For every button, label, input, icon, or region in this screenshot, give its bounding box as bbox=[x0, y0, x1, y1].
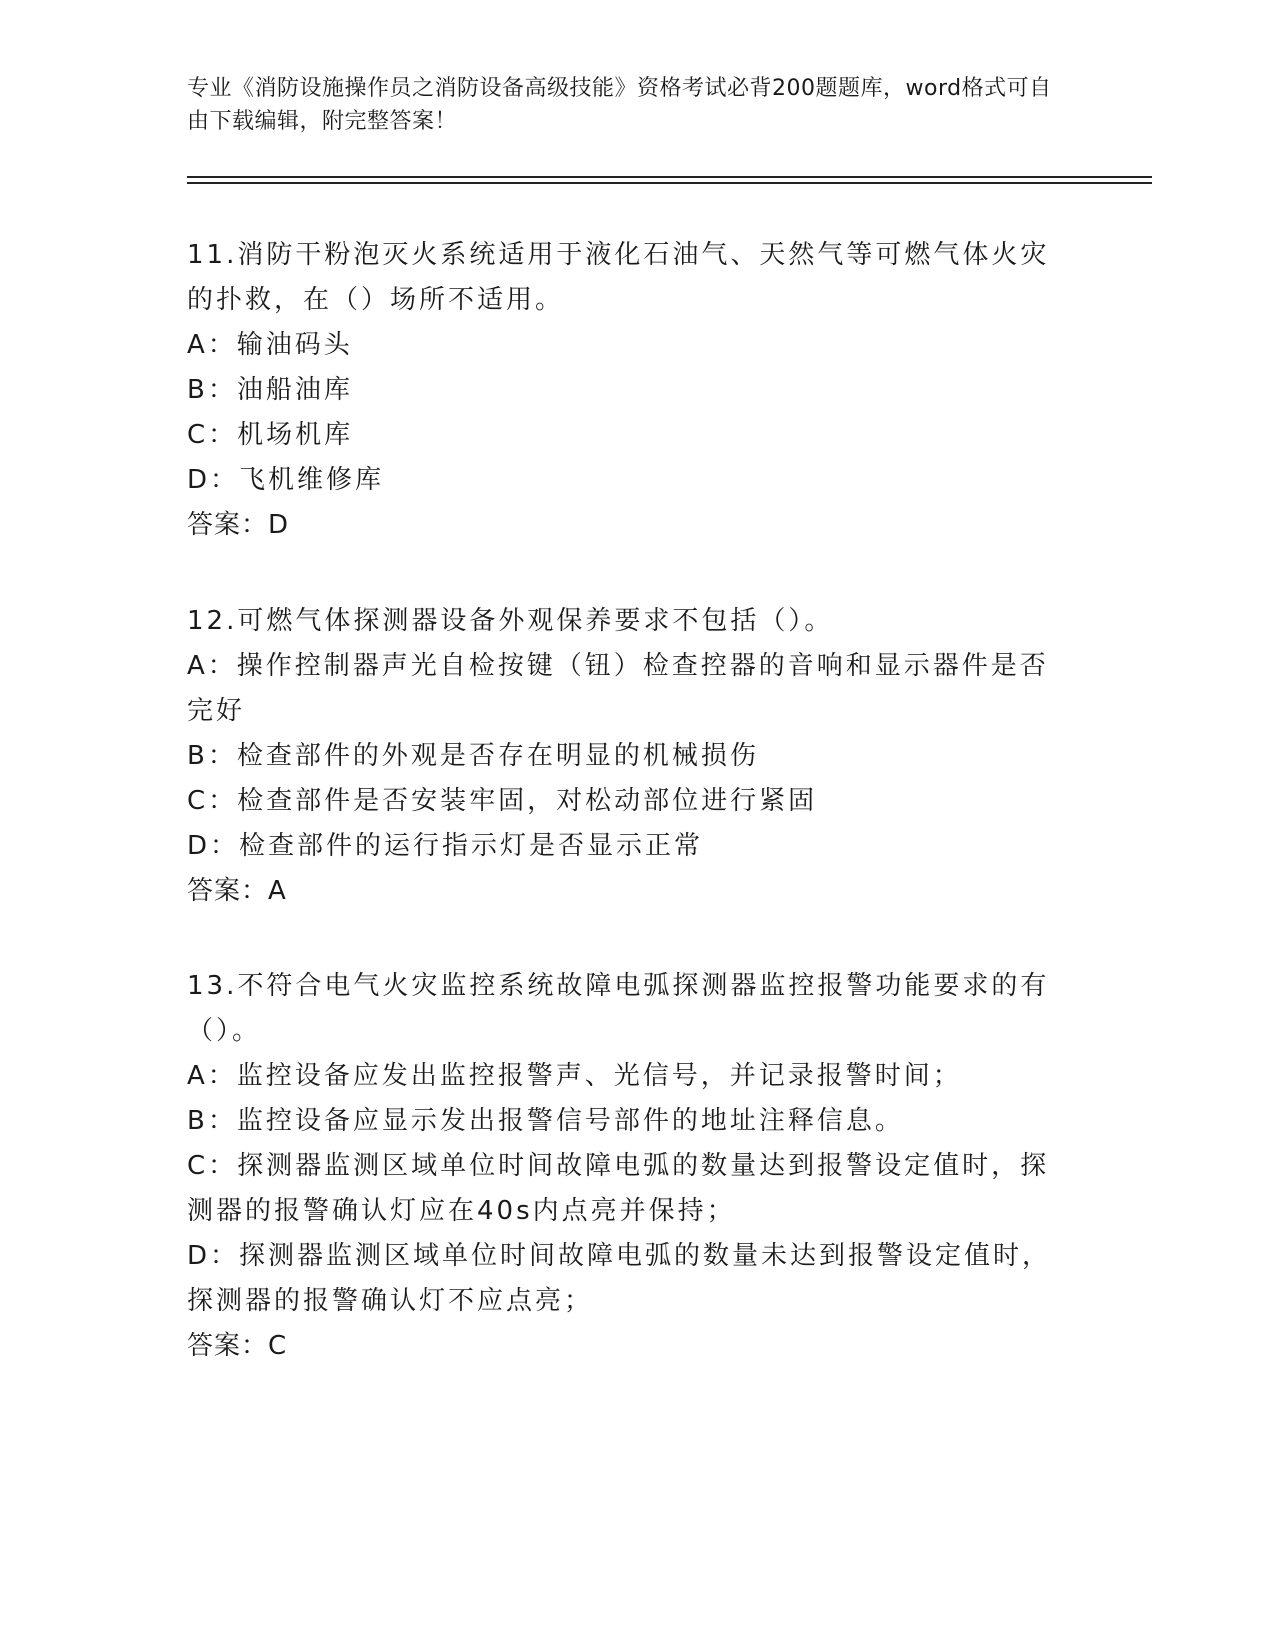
option-a: A：输油码头 bbox=[187, 330, 353, 360]
question-stem: 12.可燃气体探测器设备外观保养要求不包括（）。 bbox=[187, 606, 834, 636]
option-a: A：监控设备应发出监控报警声、光信号，并记录报警时间； bbox=[187, 1061, 962, 1091]
question-13 bbox=[187, 964, 1077, 1369]
question-11 bbox=[187, 233, 1077, 548]
option-d: D：探测器监测区域单位时间故障电弧的数量未达到报警设定值时，探测器的报警确认灯不应点亮； bbox=[187, 1241, 1052, 1316]
option-d: D：检查部件的运行指示灯是否显示正常 bbox=[187, 831, 704, 861]
header-divider-top bbox=[187, 176, 1152, 178]
option-d: D：飞机维修库 bbox=[187, 465, 385, 495]
document-intro: 专业《消防设施操作员之消防设备高级技能》资格考试必背200题题库，word格式可自由下载编辑，附完整答案！ bbox=[187, 76, 1052, 134]
option-a: A：操作控制器声光自检按键（钮）检查控器的音响和显示器件是否完好 bbox=[187, 651, 1049, 726]
option-b: B：油船油库 bbox=[187, 375, 353, 405]
option-c: C：检查部件是否安装牢固，对松动部位进行紧固 bbox=[187, 786, 818, 816]
option-c: C：机场机库 bbox=[187, 420, 354, 450]
option-c: C：探测器监测区域单位时间故障电弧的数量达到报警设定值时，探测器的报警确认灯应在40s内点亮并保持； bbox=[187, 1151, 1050, 1226]
option-b: B：监控设备应显示发出报警信号部件的地址注释信息。 bbox=[187, 1106, 904, 1136]
question-12 bbox=[187, 599, 1077, 914]
option-b: B：检查部件的外观是否存在明显的机械损伤 bbox=[187, 741, 759, 771]
header-divider-bottom bbox=[187, 182, 1152, 184]
answer: 答案：C bbox=[187, 1331, 288, 1361]
question-stem: 13.不符合电气火灾监控系统故障电弧探测器监控报警功能要求的有（）。 bbox=[187, 971, 1050, 1046]
answer: 答案：D bbox=[187, 510, 290, 540]
answer: 答案：A bbox=[187, 876, 287, 906]
question-stem: 11.消防干粉泡灭火系统适用于液化石油气、天然气等可燃气体火灾的扑救，在（）场所不适用。 bbox=[187, 240, 1050, 315]
